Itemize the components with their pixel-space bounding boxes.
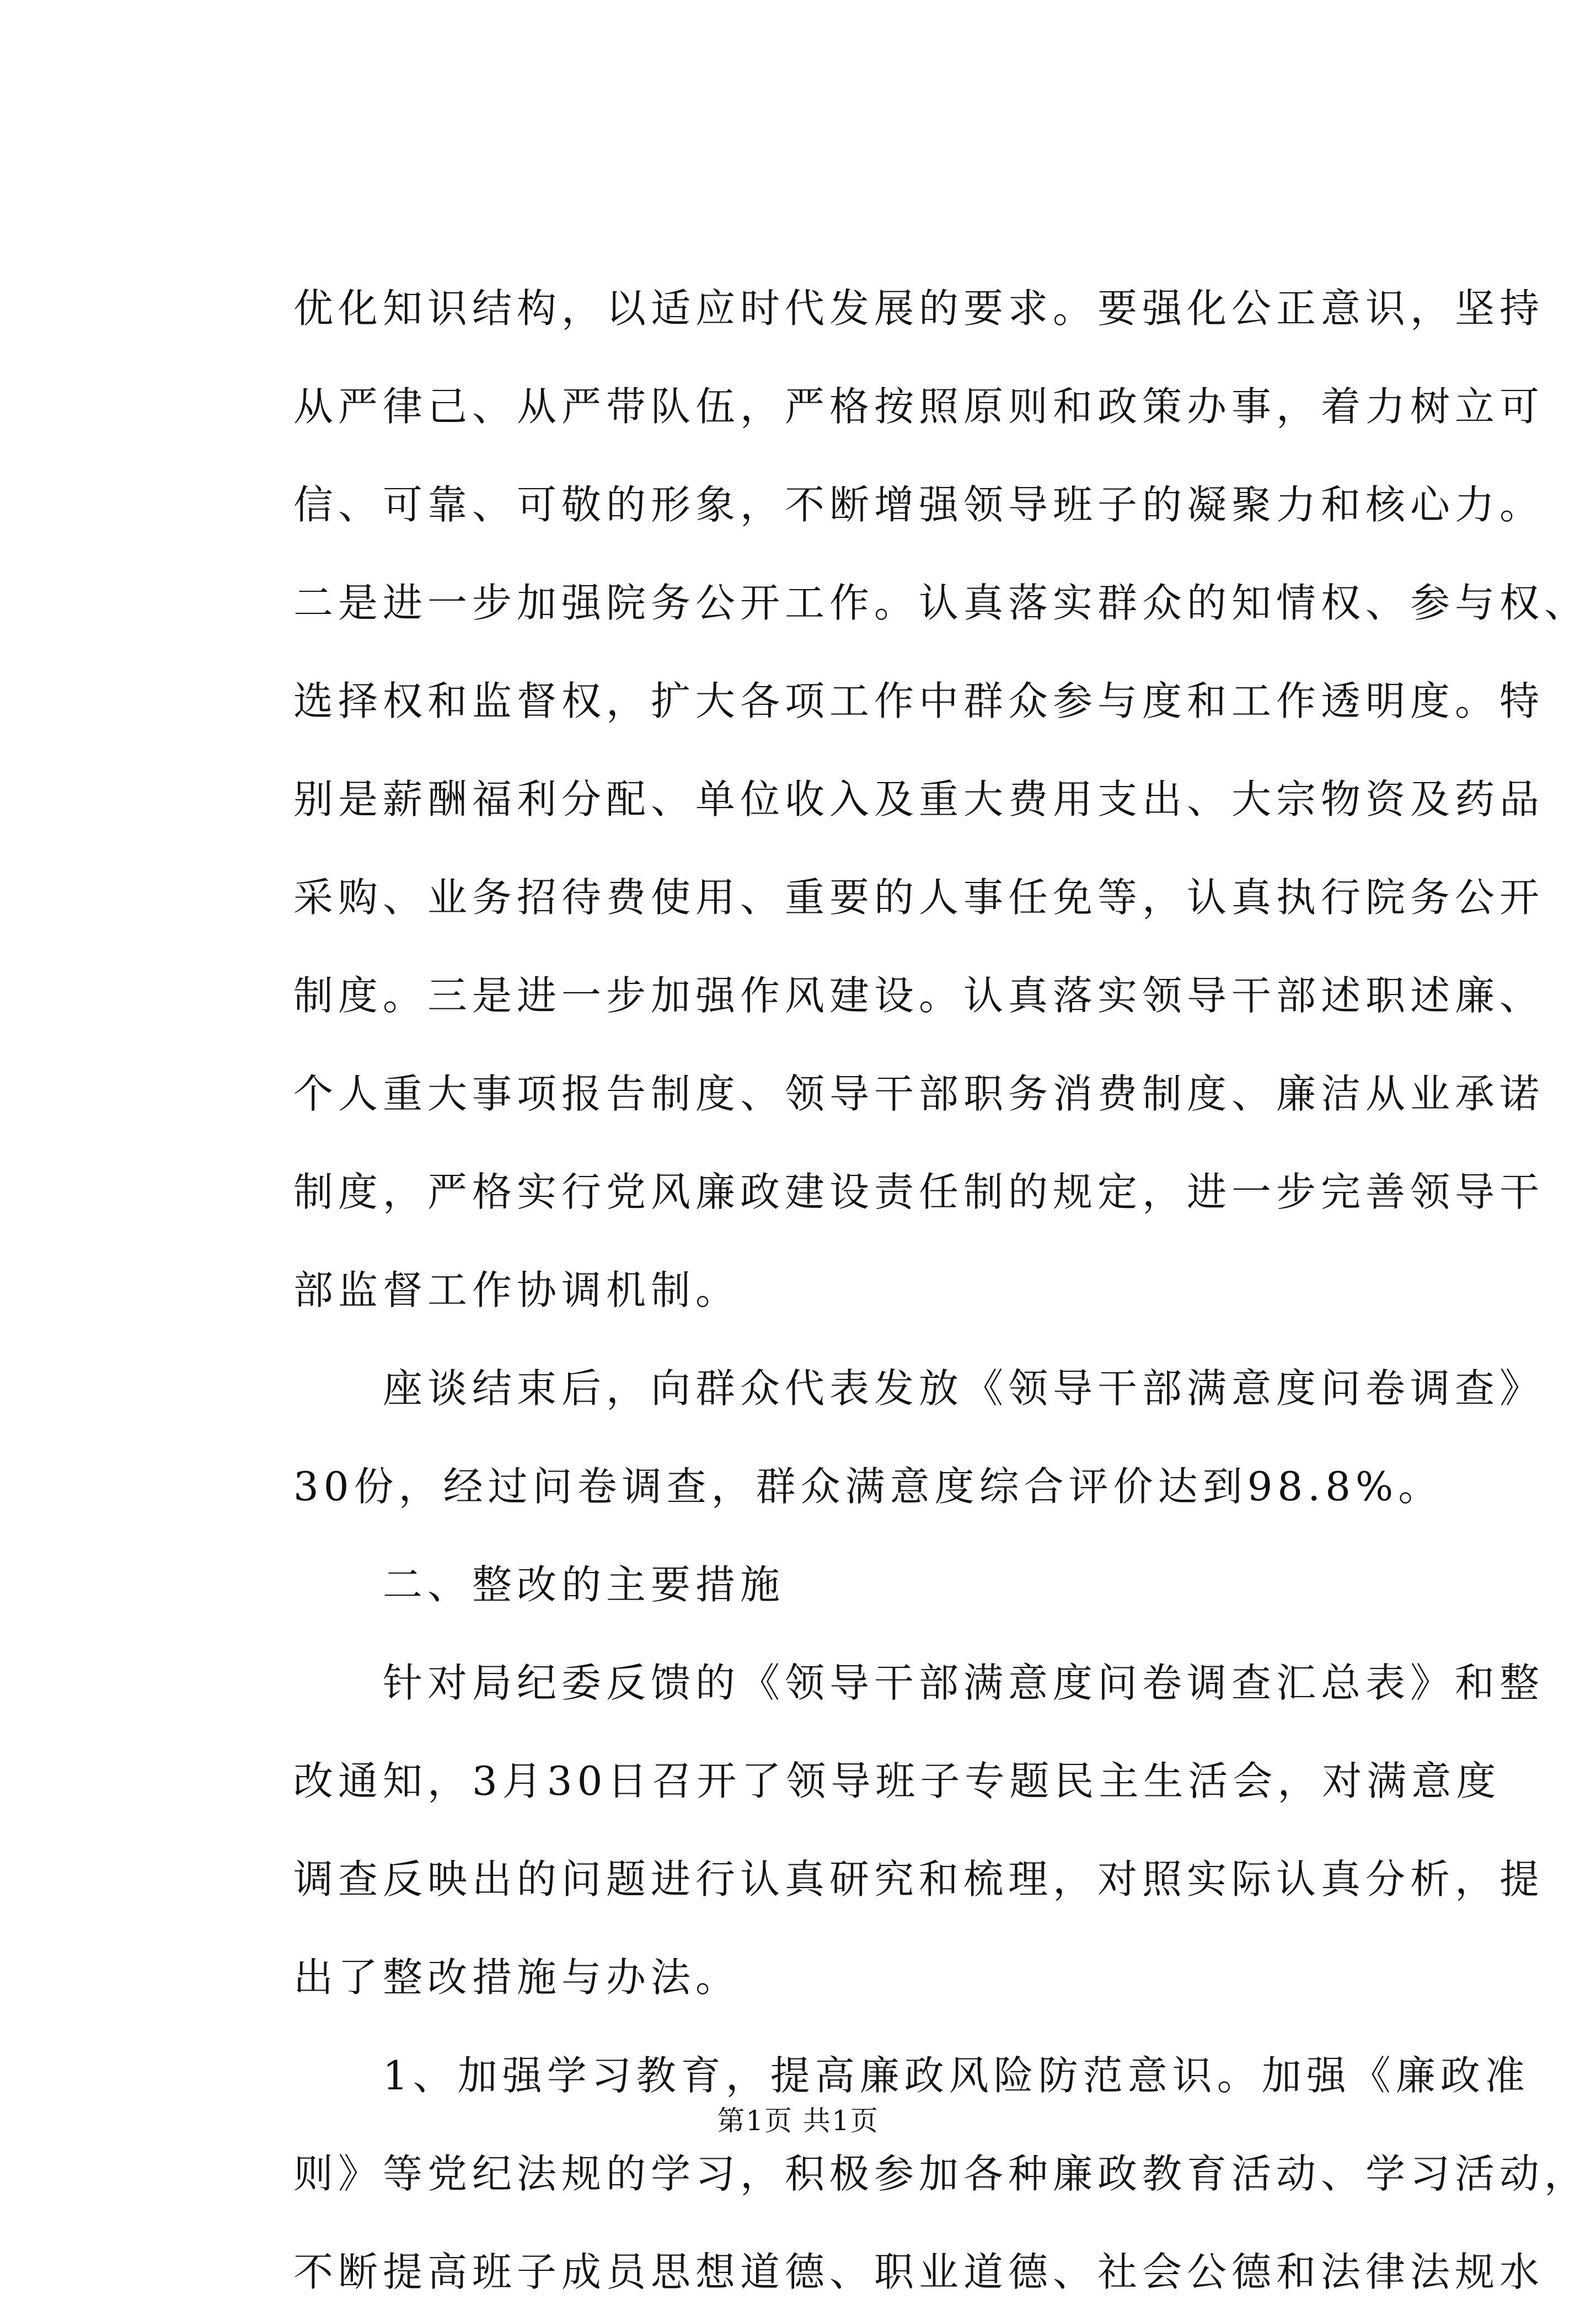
section-heading: 二、整改的主要措施 xyxy=(383,1561,785,1608)
text-line: 采购、业务招待费使用、重要的人事任免等，认真执行院务公开 xyxy=(293,874,1545,921)
text-line: 别是薪酬福利分配、单位收入及重大费用支出、大宗物资及药品 xyxy=(293,776,1545,822)
text-line: 针对局纪委反馈的《领导干部满意度问卷调查汇总表》和整 xyxy=(383,1660,1545,1706)
text-line: 个人重大事项报告制度、领导干部职务消费制度、廉洁从业承诺 xyxy=(293,1071,1545,1117)
text-line: 座谈结束后，向群众代表发放《领导干部满意度问卷调查》 xyxy=(383,1365,1545,1411)
text-line: 1、加强学习教育，提高廉政风险防范意识。加强《廉政准 xyxy=(383,2052,1530,2099)
text-line: 30份，经过问卷调查，群众满意度综合评价达到98.8%。 xyxy=(293,1463,1443,1510)
page-number-footer: 第1页 共1页 xyxy=(717,2105,879,2137)
text-line: 调查反映出的问题进行认真研究和梳理，对照实际认真分析，提 xyxy=(293,1856,1545,1902)
text-line: 从严律己、从严带队伍，严格按照原则和政策办事，着力树立可 xyxy=(293,383,1545,430)
text-line: 信、可靠、可敬的形象，不断增强领导班子的凝聚力和核心力。 xyxy=(293,482,1545,528)
document-body xyxy=(293,259,1589,2321)
text-line: 改通知，3月30日召开了领导班子专题民主生活会，对满意度 xyxy=(293,1758,1501,1804)
text-line: 不断提高班子成员思想道德、职业道德、社会公德和法律法规水 xyxy=(293,2249,1545,2295)
text-line: 则》等党纪法规的学习，积极参加各种廉政教育活动、学习活动， xyxy=(293,2151,1589,2197)
text-line: 二是进一步加强院务公开工作。认真落实群众的知情权、参与权、 xyxy=(293,580,1589,626)
text-line: 制度，严格实行党风廉政建设责任制的规定，进一步完善领导干 xyxy=(293,1169,1545,1215)
text-line: 出了整改措施与办法。 xyxy=(293,1954,741,2001)
text-line: 选择权和监督权，扩大各项工作中群众参与度和工作透明度。特 xyxy=(293,678,1545,724)
text-line: 优化知识结构，以适应时代发展的要求。要强化公正意识，坚持 xyxy=(293,285,1545,331)
text-line: 制度。三是进一步加强作风建设。认真落实领导干部述职述廉、 xyxy=(293,972,1545,1019)
text-line: 部监督工作协调机制。 xyxy=(293,1267,741,1313)
